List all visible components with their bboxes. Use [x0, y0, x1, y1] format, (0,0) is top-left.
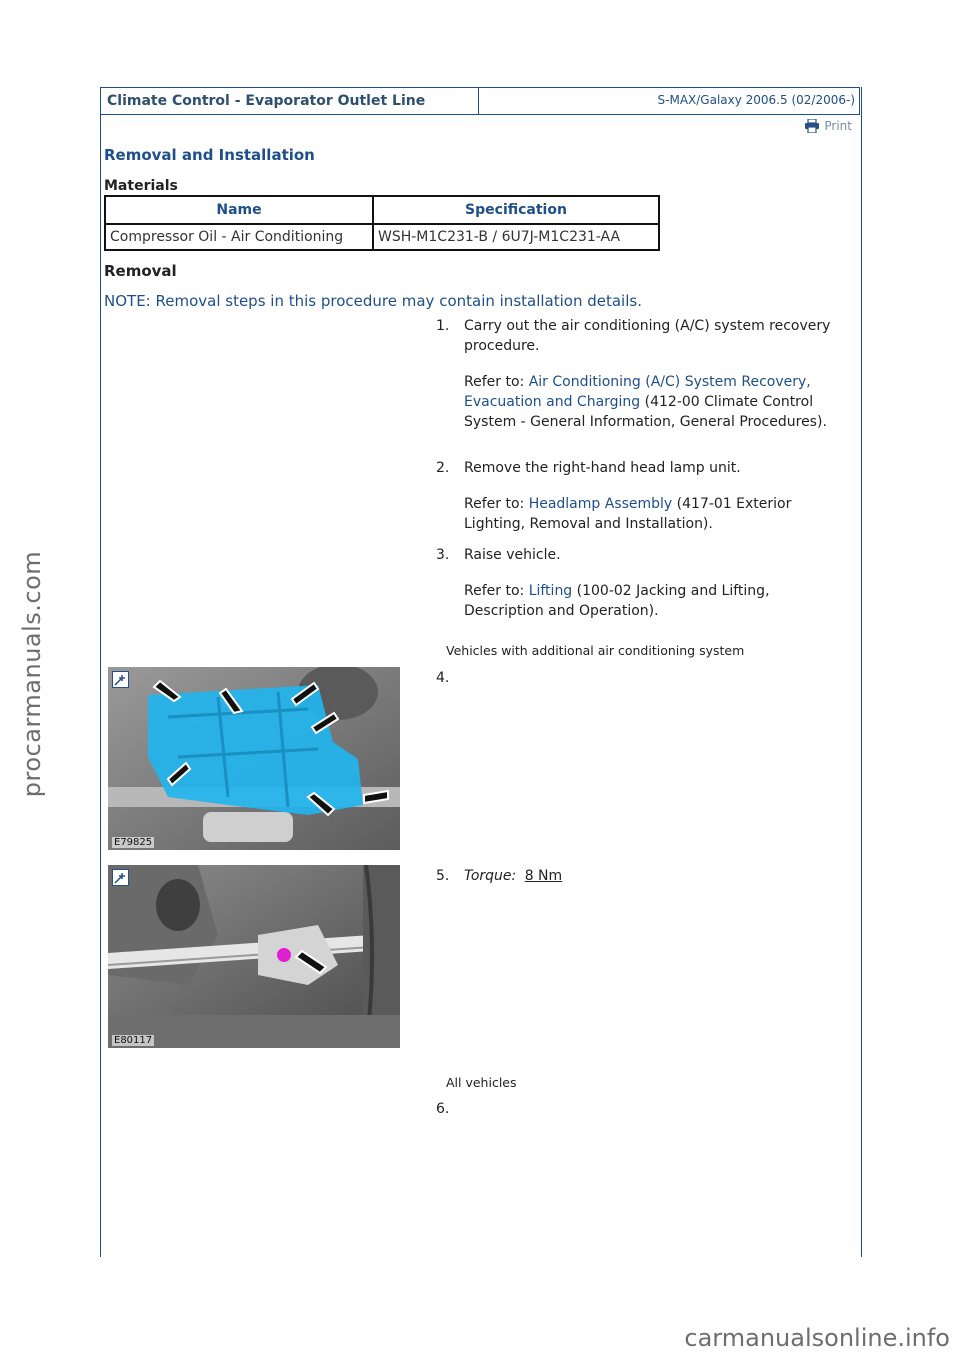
printer-icon: [804, 119, 820, 133]
step-text: Remove the right-hand head lamp unit.: [464, 460, 741, 476]
step-5: [436, 866, 836, 886]
step-reference: [464, 581, 836, 621]
removal-heading: Removal: [104, 262, 177, 280]
step-reference: [464, 494, 836, 534]
step-1: [436, 316, 836, 432]
step-4-illustration[interactable]: [108, 667, 400, 850]
page-title: Climate Control - Evaporator Outlet Line: [101, 88, 479, 114]
material-name: Compressor Oil - Air Conditioning: [105, 224, 373, 250]
zoom-icon[interactable]: [112, 671, 129, 688]
condition-label: All vehicles: [446, 1075, 517, 1090]
step-number: 2.: [436, 460, 450, 476]
section-title: Removal and Installation: [104, 146, 315, 164]
step-3: [436, 545, 836, 621]
step-number: 4.: [436, 670, 450, 686]
page-header: [100, 87, 860, 115]
removal-note: NOTE: Removal steps in this procedure may contain installation details.: [104, 292, 642, 310]
evaporator-line-bracket-photo: [108, 865, 400, 1048]
zoom-icon[interactable]: [112, 869, 129, 886]
reference-prefix: Refer to:: [464, 374, 529, 390]
step-text: Raise vehicle.: [464, 547, 561, 563]
reference-link[interactable]: Lifting: [528, 583, 573, 599]
print-label: Print: [824, 119, 852, 133]
column-header-name: Name: [105, 196, 373, 224]
reference-link[interactable]: Headlamp Assembly: [528, 496, 673, 512]
reference-suffix: (100-02 Jacking and Lifting, Description and Operation).: [464, 583, 770, 619]
step-number: 1.: [436, 318, 450, 334]
step-number: 6.: [436, 1101, 450, 1117]
image-code: E80117: [114, 1035, 153, 1046]
step-number: 3.: [436, 547, 450, 563]
column-header-specification: Specification: [373, 196, 659, 224]
reference-prefix: Refer to:: [464, 583, 529, 599]
reference-suffix: (417-01 Exterior Lighting, Removal and Installation).: [464, 496, 792, 532]
reference-suffix: (412-00 Climate Control System - General Information, General Procedures).: [464, 394, 827, 430]
torque-value: 8 Nm: [524, 868, 563, 884]
reference-link[interactable]: Air Conditioning (A/C) System Recovery, Evacuation and Charging: [464, 374, 811, 410]
print-button[interactable]: [804, 119, 852, 133]
footer-watermark: carmanualsonline.info: [684, 1324, 950, 1352]
table-header-row: [105, 196, 659, 224]
underbody-shield-photo: [108, 667, 400, 850]
materials-heading: Materials: [104, 178, 178, 194]
reference-prefix: Refer to:: [464, 496, 529, 512]
table-row: [105, 224, 659, 250]
image-code: E79825: [114, 837, 153, 848]
torque-label: Torque:: [464, 868, 517, 884]
step-2: [436, 458, 836, 534]
material-specification: WSH-M1C231-B / 6U7J-M1C231-AA: [373, 224, 659, 250]
step-number: 5.: [436, 868, 450, 884]
step-5-illustration[interactable]: [108, 865, 400, 1048]
side-watermark: procarmanuals.com: [18, 550, 46, 798]
vehicle-model: S-MAX/Galaxy 2006.5 (02/2006-): [657, 93, 855, 107]
condition-label: Vehicles with additional air conditioning system: [446, 643, 745, 658]
materials-table: [104, 195, 660, 251]
step-text: Carry out the air conditioning (A/C) system recovery procedure.: [464, 318, 831, 354]
step-reference: [464, 372, 836, 432]
